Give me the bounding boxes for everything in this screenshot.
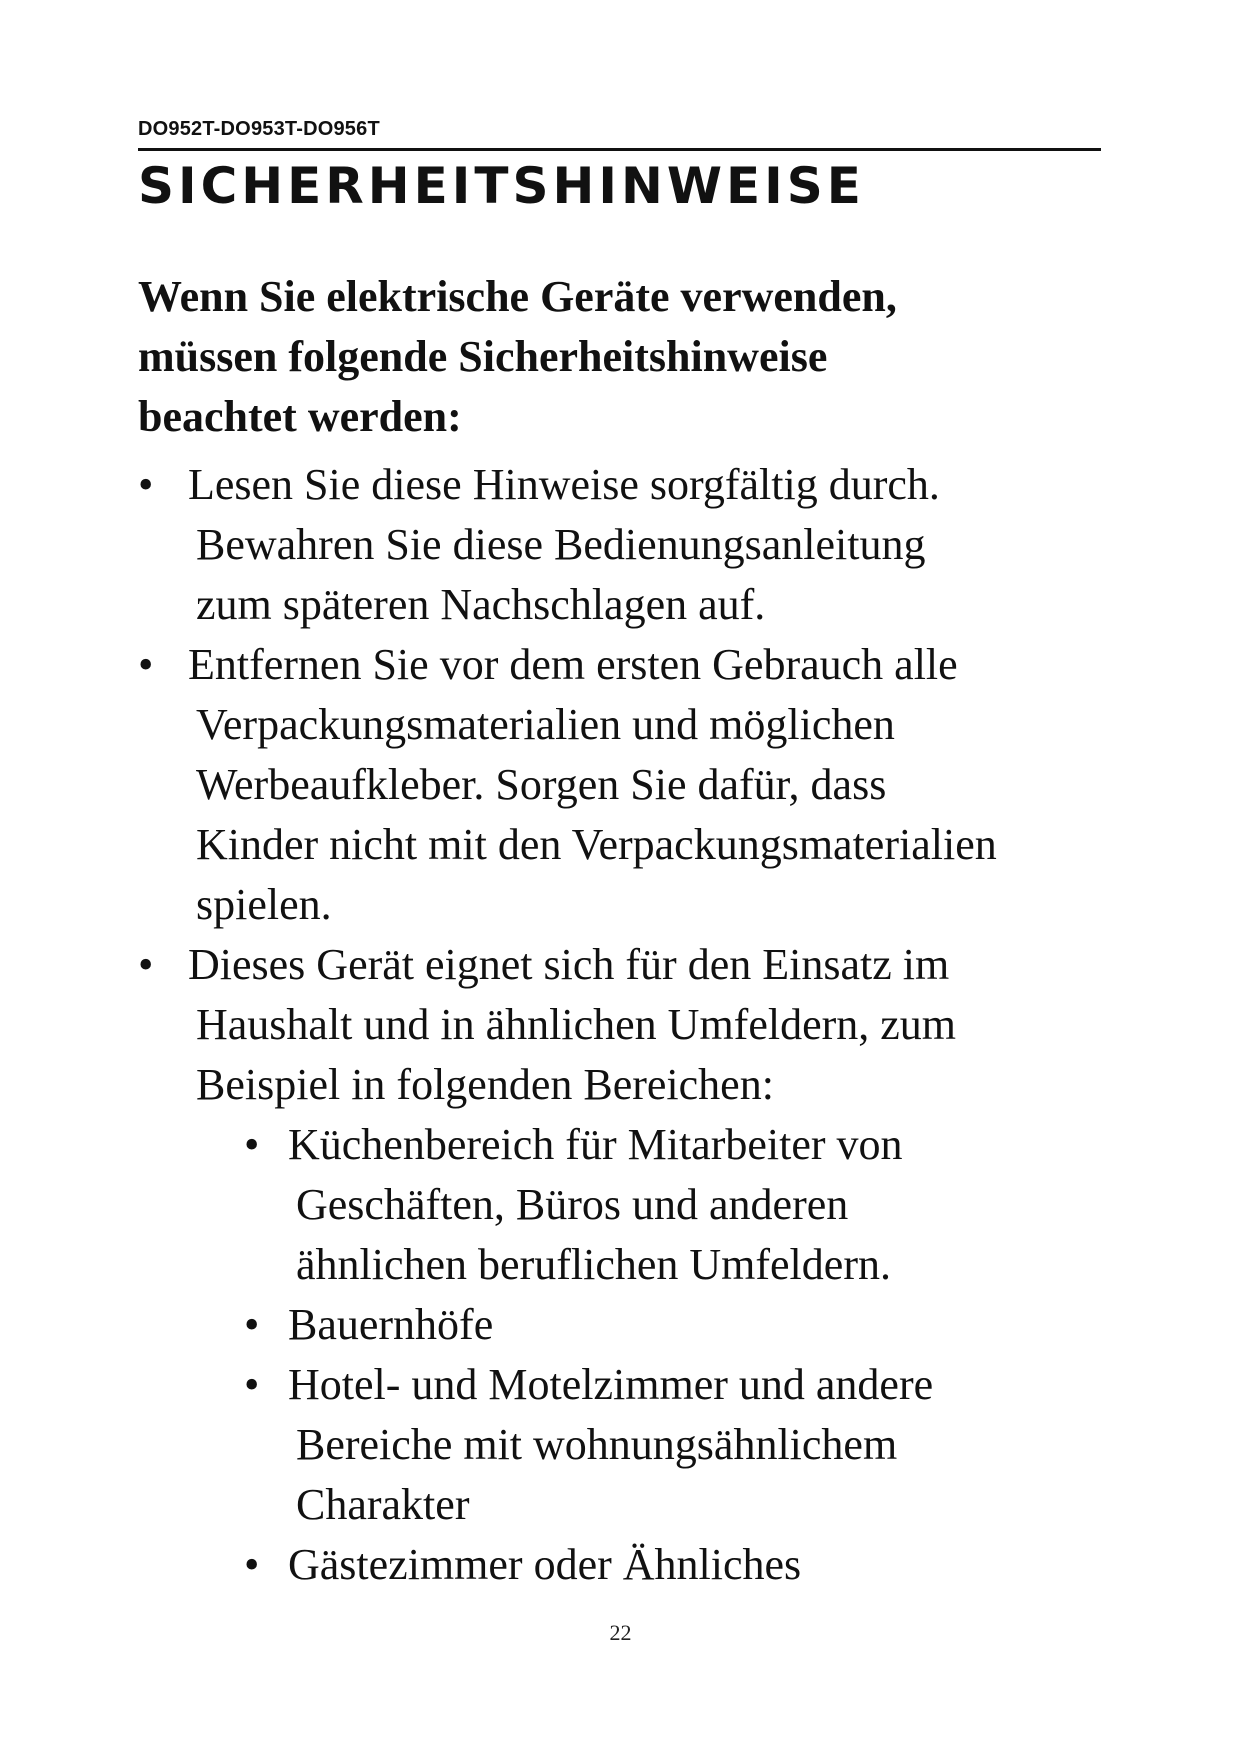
safety-list <box>138 455 1118 1595</box>
item-line: Geschäften, Büros und anderen <box>296 1180 849 1229</box>
item-line: Beispiel in folgenden Bereichen: <box>196 1060 774 1109</box>
list-item <box>138 455 1118 635</box>
bullet: • <box>138 940 154 989</box>
sub-list-item <box>244 1115 1118 1295</box>
item-line: Küchenbereich für Mitarbeiter von <box>288 1120 903 1169</box>
item-line: Dieses Gerät eignet sich für den Einsatz im <box>188 940 950 989</box>
sub-list-item <box>244 1355 1118 1535</box>
item-line: Haushalt und in ähnlichen Umfeldern, zum <box>196 1000 957 1049</box>
intro-line: müssen folgende Sicherheitshinweise <box>138 332 828 381</box>
item-line: zum späteren Nachschlagen auf. <box>196 580 766 629</box>
item-line: Lesen Sie diese Hinweise sorgfältig durch. <box>188 460 940 509</box>
bullet: • <box>244 1300 260 1349</box>
sub-list <box>188 1115 1118 1595</box>
item-line: Charakter <box>296 1480 470 1529</box>
item-line: Werbeaufkleber. Sorgen Sie dafür, dass <box>196 760 887 809</box>
sub-list-item <box>244 1535 1118 1595</box>
bullet: • <box>244 1540 260 1589</box>
model-number: DO952T-DO953T-DO956T <box>138 118 380 140</box>
list-item <box>138 635 1118 935</box>
item-line: spielen. <box>196 880 332 929</box>
intro-line: Wenn Sie elektrische Geräte verwenden, <box>138 272 897 321</box>
page-number: 22 <box>609 1620 632 1645</box>
item-line: Bauernhöfe <box>288 1300 494 1349</box>
header-rule <box>138 148 1101 151</box>
bullet: • <box>138 460 154 509</box>
intro-line: beachtet werden: <box>138 392 462 441</box>
item-line: Hotel- und Motelzimmer und andere <box>288 1360 934 1409</box>
item-line: Bewahren Sie diese Bedienungsanleitung <box>196 520 926 569</box>
item-line: Kinder nicht mit den Verpackungsmaterialien <box>196 820 997 869</box>
item-line: Gästezimmer oder Ähnliches <box>288 1540 802 1589</box>
item-line: Entfernen Sie vor dem ersten Gebrauch alle <box>188 640 958 689</box>
item-line: Bereiche mit wohnungsähnlichem <box>296 1420 898 1469</box>
bullet: • <box>138 640 154 689</box>
item-line: Verpackungsmaterialien und möglichen <box>196 700 895 749</box>
intro-paragraph <box>138 267 1098 447</box>
sub-list-item <box>244 1295 1118 1355</box>
item-line: ähnlichen beruflichen Umfeldern. <box>296 1240 891 1289</box>
page-title: SICHERHEITSHINWEISE <box>138 157 865 215</box>
bullet: • <box>244 1360 260 1409</box>
list-item <box>138 935 1118 1595</box>
bullet: • <box>244 1120 260 1169</box>
